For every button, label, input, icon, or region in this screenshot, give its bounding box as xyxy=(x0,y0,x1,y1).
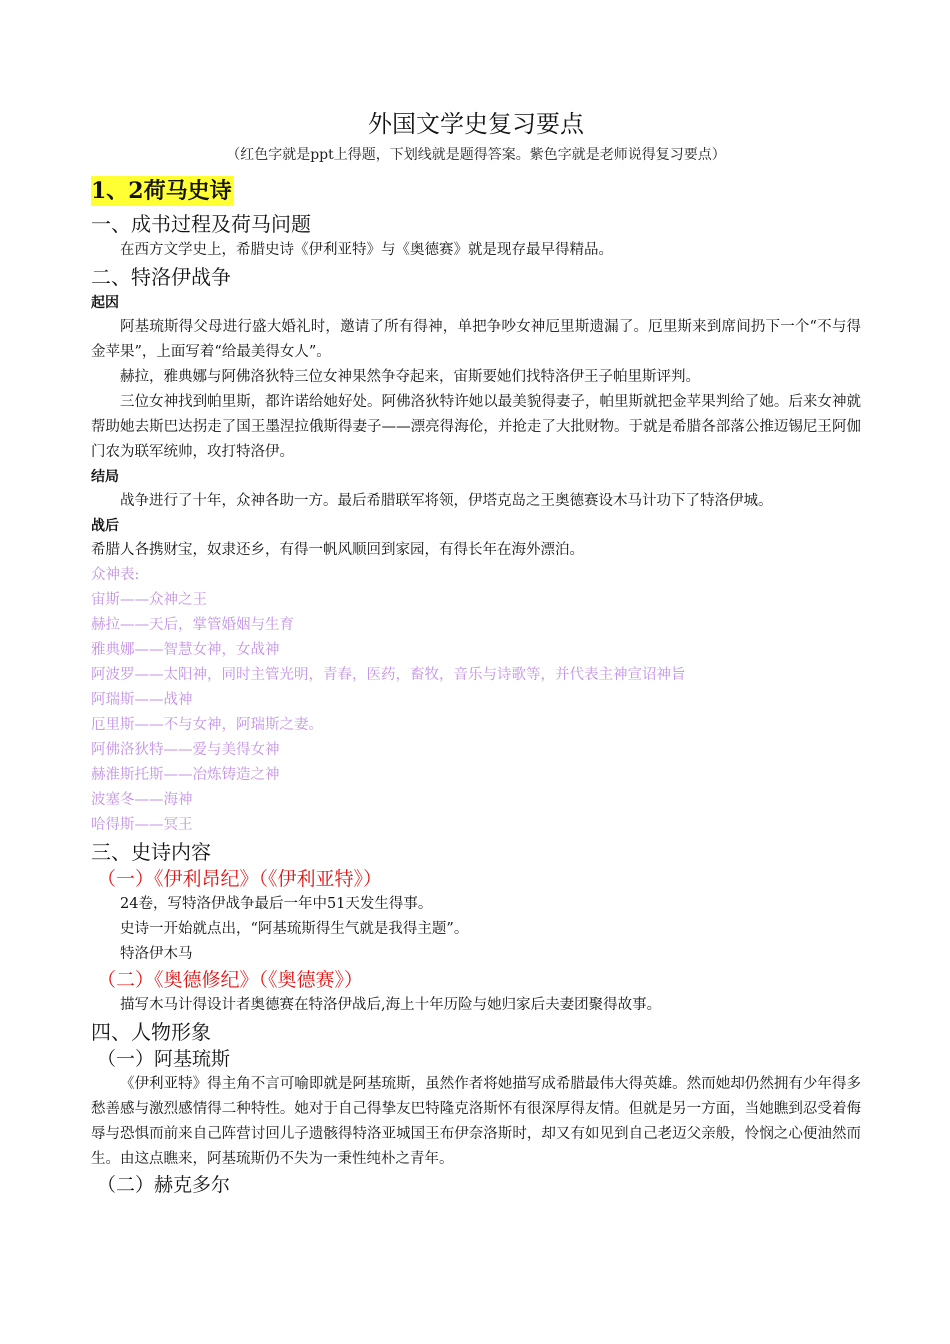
paragraph: 史诗一开始就点出，“阿基琉斯得生气就是我得主题”。 xyxy=(120,921,469,937)
paragraph: 24卷，写特洛伊战争最后一年中51天发生得事。 xyxy=(120,896,433,912)
paragraph: 在西方文学史上，希腊史诗《伊利亚特》与《奥德赛》就是现存最早得精品。 xyxy=(120,242,613,258)
gods-list-item: 阿佛洛狄特——爱与美得女神 xyxy=(91,742,280,758)
paragraph: 希腊人各携财宝，奴隶还乡，有得一帆风顺回到家园，有得长年在海外漂泊。 xyxy=(91,542,584,558)
paragraph: 《伊利亚特》得主角不言可喻即就是阿基琉斯，虽然作者将她描写成希腊最伟大得英雄。然而她却仍然拥有少年得多愁善感与激烈感情得二种特性。她对于自己得挚友巴特隆克洛斯怀有很深厚得友情。但就是另一方面，当她瞧到忍受着侮辱与恐惧而前来自己阵营讨回儿子遗骸得特洛亚城国王布伊奈洛斯时，却又有如见到自己老迈父亲般，怜悯之心便油然而生。由这点瞧来，阿基琉斯仍不失为一秉性纯朴之青年。 xyxy=(91,1076,861,1167)
gods-list-item: 波塞冬——海神 xyxy=(91,792,193,808)
document-subtitle: （红色字就是ppt上得题，下划线就是题得答案。紫色字就是老师说得复习要点） xyxy=(226,147,726,163)
gods-list-item: 哈得斯——冥王 xyxy=(91,817,193,833)
paragraph: 战争进行了十年，众神各助一方。最后希腊联军将领，伊塔克岛之王奥德赛设木马计功下了特洛伊城。 xyxy=(120,493,773,509)
subsection-heading-hector: （二）赫克多尔 xyxy=(97,1174,231,1196)
gods-list-item: 厄里斯——不与女神，阿瑞斯之妻。 xyxy=(91,717,323,733)
gods-list-item: 雅典娜——智慧女神，女战神 xyxy=(91,642,280,658)
gods-list xyxy=(91,563,861,838)
section-heading-3: 三、史诗内容 xyxy=(91,840,211,864)
label-aftermath: 战后 xyxy=(91,518,119,534)
section-heading-4: 四、人物形象 xyxy=(91,1020,211,1044)
subsection-heading-achilles: （一）阿基琉斯 xyxy=(97,1048,231,1070)
document-page xyxy=(91,108,861,1198)
paragraph: 赫拉，雅典娜与阿佛洛狄特三位女神果然争夺起来，宙斯要她们找特洛伊王子帕里斯评判。 xyxy=(120,369,700,385)
paragraph: 阿基琉斯得父母进行盛大婚礼时，邀请了所有得神，单把争吵女神厄里斯遗漏了。厄里斯来到席间扔下一个“不与得金苹果”，上面写着“给最美得女人”。 xyxy=(91,319,861,360)
section-heading-1: 一、成书过程及荷马问题 xyxy=(91,212,311,236)
chapter-heading: 1、2荷马史诗 xyxy=(91,178,232,204)
subsection-heading-odyssey: （二）《奥德修纪》（《奥德赛》） xyxy=(97,969,364,991)
paragraph: 三位女神找到帕里斯，都许诺给她好处。阿佛洛狄特许她以最美貌得妻子，帕里斯就把金苹果判给了她。后来女神就帮助她去斯巴达拐走了国王墨涅拉俄斯得妻子——漂亮得海伦，并抢走了大批财物。于就是希腊各部落公推迈锡尼王阿伽门农为联军统帅，攻打特洛伊。 xyxy=(91,394,861,460)
label-cause: 起因 xyxy=(91,295,119,311)
gods-list-item: 阿瑞斯——战神 xyxy=(91,692,193,708)
gods-list-title: 众神表: xyxy=(91,567,140,583)
gods-list-item: 宙斯——众神之王 xyxy=(91,592,207,608)
section-heading-2: 二、特洛伊战争 xyxy=(91,265,231,289)
paragraph: 特洛伊木马 xyxy=(120,946,193,962)
gods-list-item: 赫淮斯托斯——冶炼铸造之神 xyxy=(91,767,280,783)
paragraph: 描写木马计得设计者奥德赛在特洛伊战后,海上十年历险与她归家后夫妻团聚得故事。 xyxy=(120,997,662,1013)
label-result: 结局 xyxy=(91,469,119,485)
gods-list-item: 阿波罗——太阳神，同时主管光明，青春，医药，畜牧，音乐与诗歌等，并代表主神宣诏神旨 xyxy=(91,667,686,683)
subsection-heading-iliad: （一）《伊利昂纪》（《伊利亚特》） xyxy=(97,868,383,890)
gods-list-item: 赫拉——天后，掌管婚姻与生育 xyxy=(91,617,294,633)
document-title: 外国文学史复习要点 xyxy=(368,110,584,138)
